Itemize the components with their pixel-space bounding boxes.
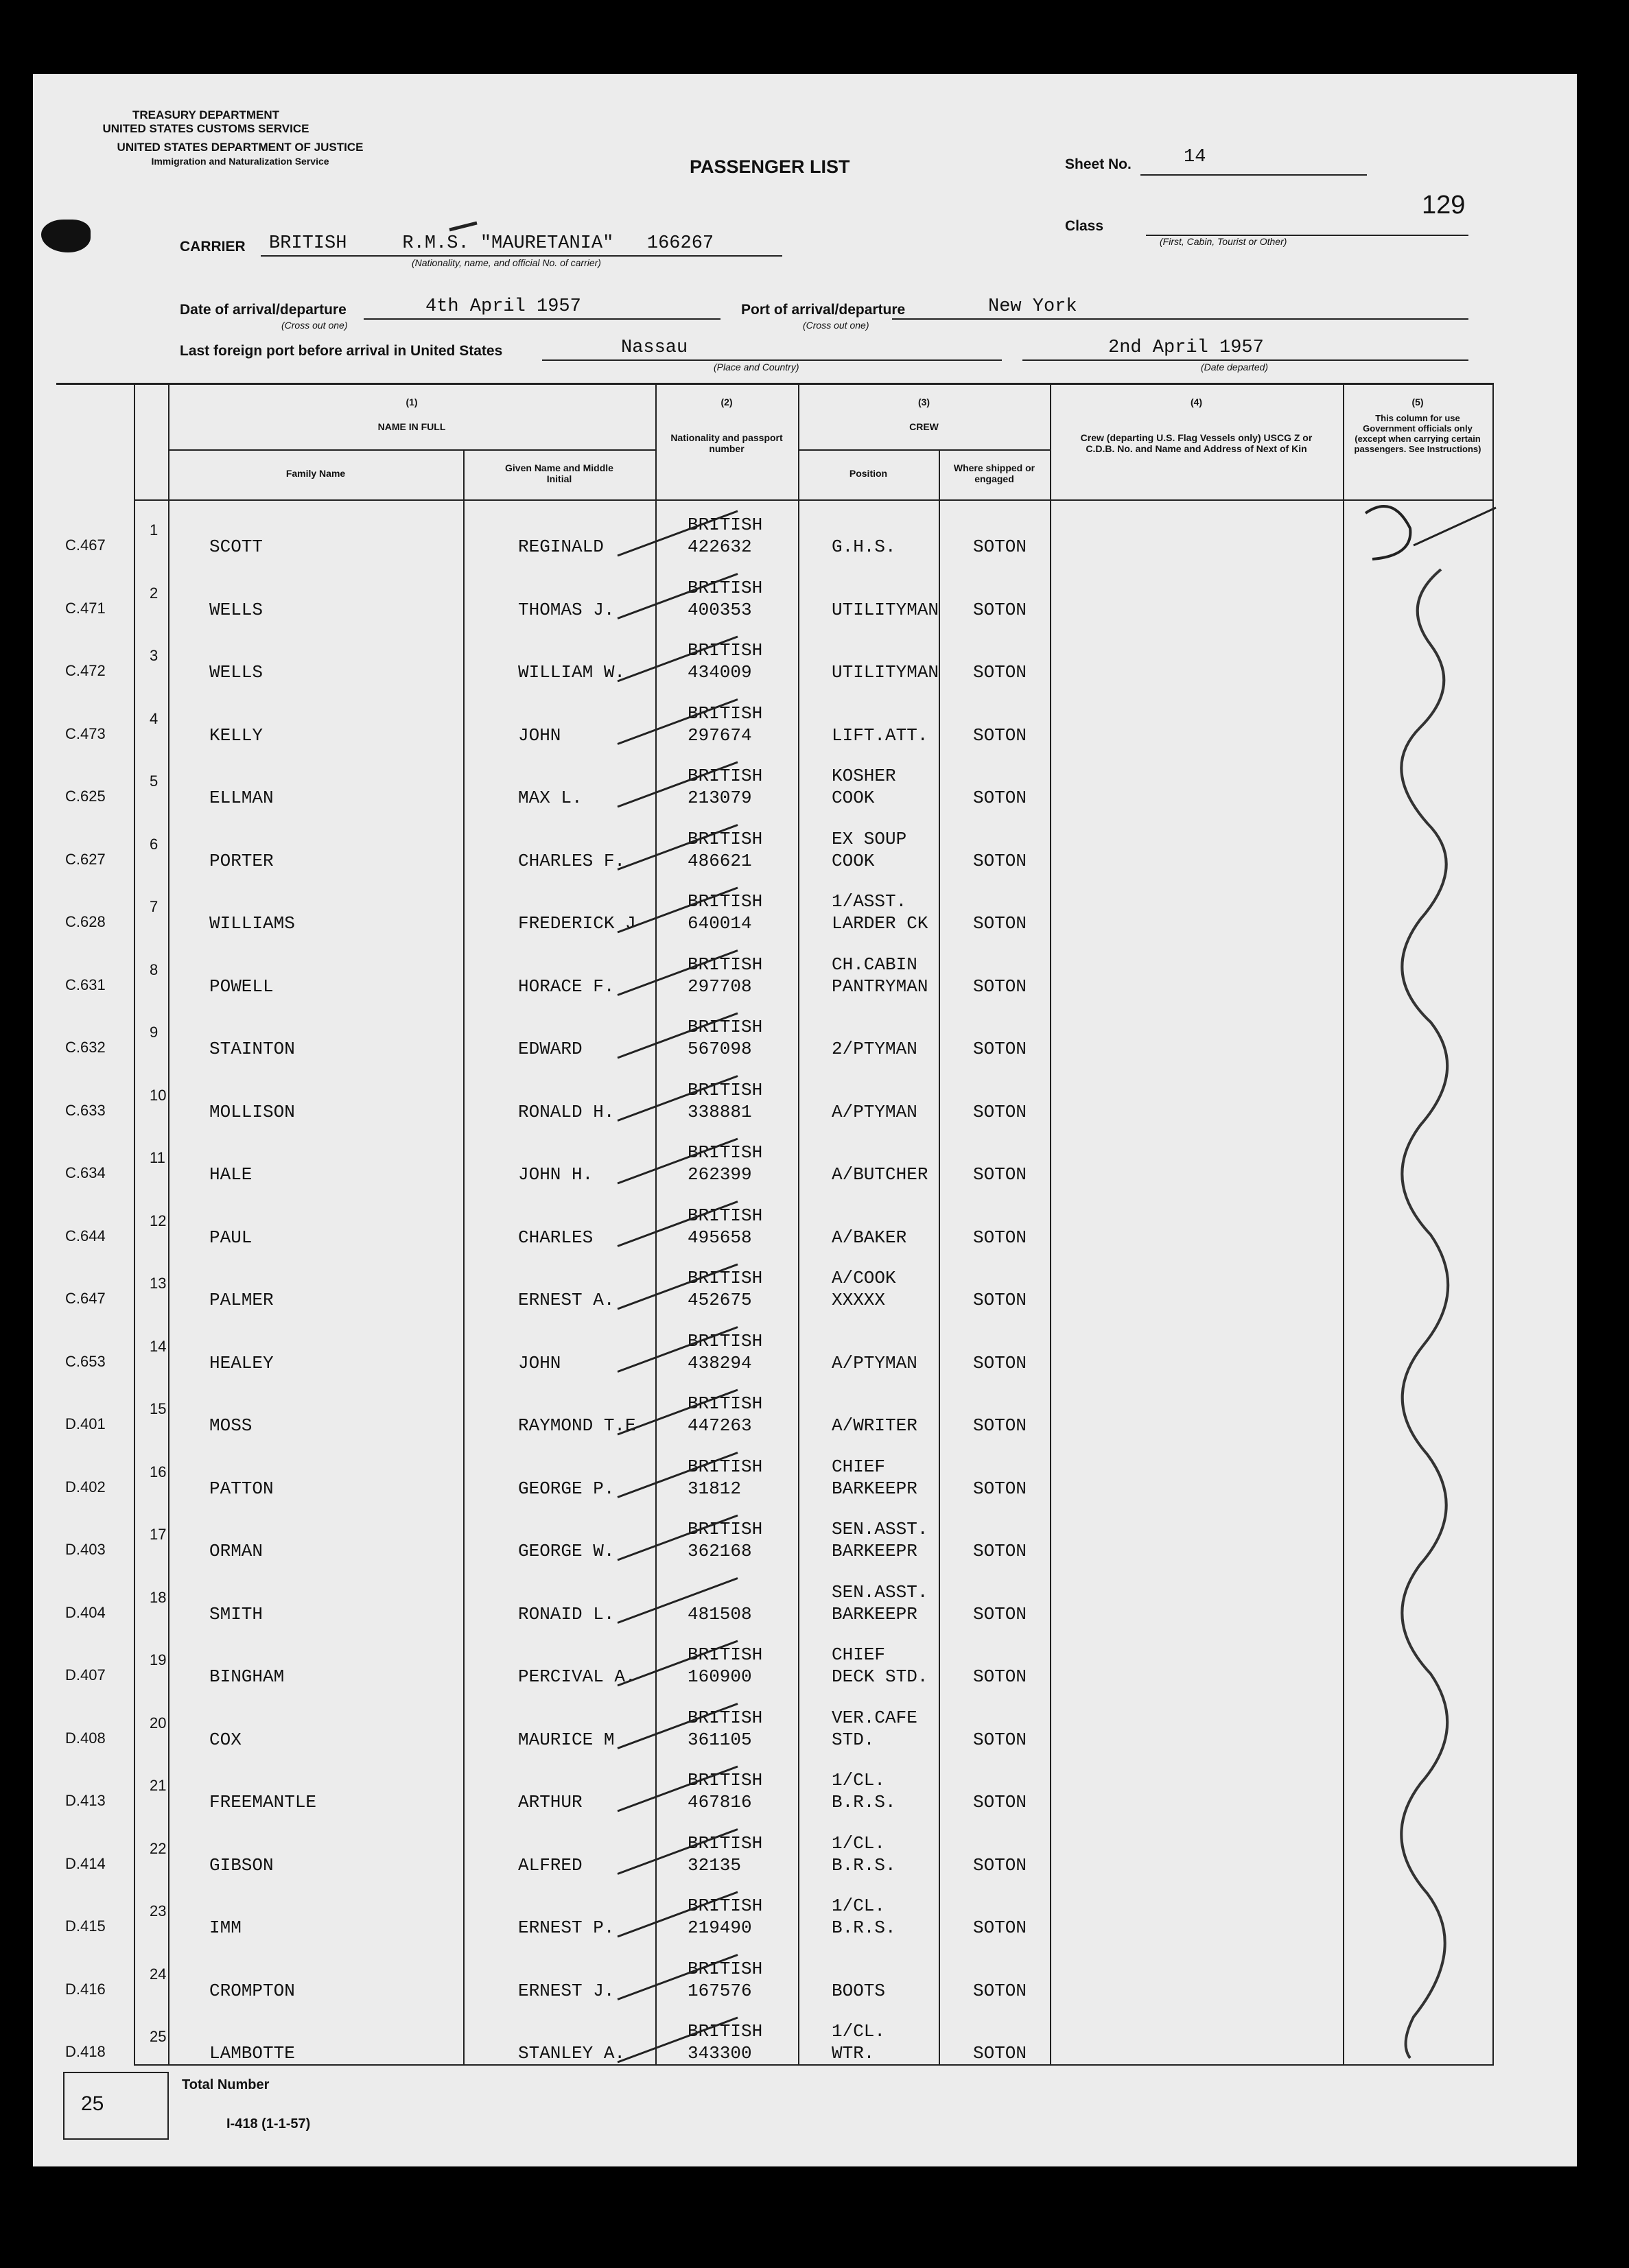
row-index: 11 [150, 1149, 165, 1166]
passport-number: 338881 [688, 1101, 752, 1122]
agency-line-1: TREASURY DEPARTMENT [132, 108, 280, 121]
tick-stroke [618, 1767, 738, 1811]
crew-number: D.402 [65, 1478, 106, 1496]
tick-stroke [618, 1579, 738, 1623]
passport-number: 452675 [688, 1290, 752, 1310]
class-hint: (First, Cabin, Tourist or Other) [1160, 236, 1287, 247]
position: EX SOUP [832, 828, 907, 849]
col-name-in-full: NAME IN FULL [377, 421, 446, 432]
row-index: 10 [150, 1086, 167, 1104]
crew-number: C.625 [65, 788, 106, 805]
col-family-name: Family Name [285, 468, 346, 479]
agency-line-2: UNITED STATES CUSTOMS SERVICE [102, 122, 309, 135]
tick-stroke [618, 511, 738, 556]
position: CHIEF [832, 1456, 886, 1477]
position-line-2: WTR. [832, 2043, 875, 2064]
family-name: STAINTON [209, 1039, 295, 1059]
arrival-date-value: 4th April 1957 [425, 296, 581, 317]
row-index: 18 [150, 1588, 167, 1606]
position: KOSHER [832, 766, 896, 786]
tick-stroke [618, 1013, 738, 1058]
passport-number: 219490 [688, 1917, 752, 1938]
given-name: ERNEST A. [518, 1290, 615, 1310]
crew-number: C.632 [65, 1039, 106, 1056]
family-name: PALMER [209, 1290, 274, 1310]
col-given-name: Given Name and Middle Initial [505, 462, 613, 484]
given-name: GEORGE P. [518, 1478, 615, 1499]
passport-number: 160900 [688, 1666, 752, 1687]
where-shipped: SOTON [973, 599, 1027, 620]
row-index: 19 [150, 1651, 167, 1668]
where-shipped: SOTON [973, 536, 1027, 557]
row-index: 22 [150, 1839, 167, 1857]
row-index: 12 [150, 1212, 167, 1229]
given-name: RAYMOND T.E [518, 1415, 636, 1436]
crew-number: D.414 [65, 1854, 106, 1872]
passport-number: 343300 [688, 2043, 752, 2064]
row-index: 20 [150, 1714, 167, 1732]
row-index: 17 [150, 1526, 167, 1543]
position: CH.CABIN [832, 954, 917, 975]
col1-number: (1) [406, 397, 418, 407]
tick-stroke [618, 2018, 738, 2062]
tick-stroke [618, 888, 738, 932]
given-name: RONAID L. [518, 1603, 615, 1625]
nationality: BRITISH [688, 1519, 763, 1539]
passport-number: 434009 [688, 662, 752, 683]
crew-number: D.404 [65, 1603, 106, 1621]
crew-number: C.472 [65, 662, 106, 679]
passport-number: 213079 [688, 788, 752, 808]
row-index: 1 [150, 521, 159, 539]
nationality: BRITISH [688, 2021, 763, 2042]
given-name: RONALD H. [518, 1101, 615, 1122]
nationality: BRITISH [688, 1770, 763, 1791]
family-name: PAUL [209, 1227, 253, 1248]
tick-stroke [618, 1327, 738, 1372]
position: A/BAKER [832, 1227, 907, 1248]
position: CHIEF [832, 1644, 886, 1665]
family-name: SCOTT [209, 536, 263, 557]
family-name: ORMAN [209, 1541, 263, 1561]
where-shipped: SOTON [973, 913, 1027, 934]
port-label: Port of arrival/departure [741, 302, 906, 318]
position-line-2: PANTRYMAN [832, 976, 928, 997]
nationality: BRITISH [688, 1205, 763, 1226]
position: 1/ASST. [832, 891, 907, 912]
passport-number: 467816 [688, 1792, 752, 1812]
crew-number: D.418 [65, 2043, 106, 2060]
family-name: MOSS [209, 1415, 253, 1436]
crew-number: D.416 [65, 1980, 106, 1998]
given-name: ALFRED [518, 1854, 583, 1876]
row-index: 21 [150, 1777, 167, 1794]
position: A/BUTCHER [832, 1164, 928, 1185]
position: SEN.ASST. [832, 1581, 928, 1603]
sheet-label: Sheet No. [1065, 156, 1132, 172]
position-line-2: BARKEEPR [832, 1541, 917, 1561]
position: UTILITYMAN [832, 599, 939, 620]
given-name: MAURICE M [518, 1729, 615, 1750]
passport-number: 362168 [688, 1541, 752, 1561]
form-title: PASSENGER LIST [690, 156, 850, 177]
tick-stroke [618, 1139, 738, 1183]
where-shipped: SOTON [973, 976, 1027, 997]
nationality: BRITISH [688, 1707, 763, 1728]
where-shipped: SOTON [973, 1792, 1027, 1812]
family-name: LAMBOTTE [209, 2043, 295, 2064]
carrier-label: CARRIER [180, 239, 246, 255]
given-name: FREDERICK J [518, 913, 636, 934]
port-value: New York [988, 296, 1077, 317]
place-hint: (Place and Country) [714, 362, 799, 373]
position: VER.CAFE [832, 1707, 917, 1728]
given-name: ERNEST J. [518, 1980, 615, 2001]
row-index: 5 [150, 772, 159, 790]
passport-number: 297674 [688, 724, 752, 746]
where-shipped: SOTON [973, 1352, 1027, 1373]
tick-stroke [618, 1955, 738, 2000]
position-line-2: COOK [832, 788, 875, 808]
family-name: BINGHAM [209, 1666, 285, 1687]
given-name: JOHN [518, 1352, 561, 1373]
col-position: Position [849, 468, 888, 479]
nationality: BRITISH [688, 515, 763, 535]
row-index: 16 [150, 1463, 167, 1480]
tick-stroke [618, 1453, 738, 1498]
nationality: BRITISH [688, 640, 763, 661]
agency-line-3: UNITED STATES DEPARTMENT OF JUSTICE [117, 141, 364, 154]
family-name: PORTER [209, 850, 274, 871]
tick-stroke [618, 1641, 738, 1686]
passport-number: 297708 [688, 976, 752, 997]
family-name: MOLLISON [209, 1101, 295, 1122]
where-shipped: SOTON [973, 724, 1027, 746]
row-index: 7 [150, 898, 159, 915]
nationality: BRITISH [688, 1644, 763, 1665]
position-line-2: XXXXX [832, 1290, 886, 1310]
family-name: ELLMAN [209, 788, 274, 808]
position: 1/CL. [832, 1832, 886, 1854]
tick-stroke [618, 1892, 738, 1937]
position-line-2: BARKEEPR [832, 1603, 917, 1625]
position: 1/CL. [832, 1895, 886, 1916]
given-name: JOHN [518, 724, 561, 746]
position: G.H.S. [832, 536, 896, 557]
tick-stroke [618, 825, 738, 870]
row-index: 6 [150, 835, 159, 853]
where-shipped: SOTON [973, 1854, 1027, 1876]
family-name: HALE [209, 1164, 253, 1185]
row-index: 3 [150, 647, 159, 664]
where-shipped: SOTON [973, 1415, 1027, 1436]
row-index: 25 [150, 2028, 167, 2045]
passport-number: 438294 [688, 1352, 752, 1373]
position: UTILITYMAN [832, 662, 939, 683]
where-shipped: SOTON [973, 2043, 1027, 2064]
position-line-2: B.R.S. [832, 1917, 896, 1938]
crew-number: C.631 [65, 976, 106, 993]
given-name: HORACE F. [518, 976, 615, 997]
passport-number: 495658 [688, 1227, 752, 1248]
family-name: SMITH [209, 1603, 263, 1625]
position-line-2: BARKEEPR [832, 1478, 917, 1499]
position: 1/CL. [832, 2021, 886, 2042]
given-name: JOHN H. [518, 1164, 594, 1185]
crew-number: D.403 [65, 1541, 106, 1558]
col-where-shipped: Where shipped or engaged [953, 462, 1035, 484]
family-name: HEALEY [209, 1352, 274, 1373]
col-crew-departing: Crew (departing U.S. Flag Vessels only) USCG Z or C.D.B. No. and Name and Address of Next of Kin [1080, 432, 1313, 454]
crew-number: D.401 [65, 1415, 106, 1432]
nationality: BRITISH [688, 828, 763, 849]
given-name: REGINALD [518, 536, 604, 557]
where-shipped: SOTON [973, 1729, 1027, 1750]
nationality: BRITISH [688, 1832, 763, 1854]
row-index: 23 [150, 1902, 167, 1919]
crew-number: D.408 [65, 1729, 106, 1747]
page-number: 129 [1422, 191, 1466, 220]
position: 1/CL. [832, 1770, 886, 1791]
where-shipped: SOTON [973, 1980, 1027, 2001]
crew-number: D.415 [65, 1917, 106, 1935]
where-shipped: SOTON [973, 1101, 1027, 1122]
col-crew: CREW [909, 421, 939, 432]
given-name: PERCIVAL A. [518, 1666, 636, 1687]
last-port-label: Last foreign port before arrival in United States [180, 343, 503, 359]
position: SEN.ASST. [832, 1519, 928, 1539]
crew-number: D.413 [65, 1792, 106, 1809]
nationality: BRITISH [688, 766, 763, 786]
crew-number: C.644 [65, 1227, 106, 1244]
date-departed-hint: (Date departed) [1201, 362, 1269, 373]
given-name: ARTHUR [518, 1792, 583, 1812]
crew-number: C.653 [65, 1352, 106, 1370]
crew-number: C.634 [65, 1164, 106, 1181]
given-name: CHARLES [518, 1227, 594, 1248]
crew-number: C.473 [65, 724, 106, 742]
given-name: EDWARD [518, 1039, 583, 1059]
position: BOOTS [832, 1980, 886, 2001]
tick-stroke [618, 1830, 738, 1874]
crew-number: D.407 [65, 1666, 106, 1684]
carrier-hint: (Nationality, name, and official No. of carrier) [412, 257, 601, 268]
col-gov-use: This column for use Government officials only (except when carrying certain passengers. See Instructions) [1354, 413, 1481, 454]
total-label: Total Number [182, 2077, 270, 2092]
agency-line-4: Immigration and Naturalization Service [151, 156, 329, 167]
passport-number: 167576 [688, 1980, 752, 2001]
position-line-2: B.R.S. [832, 1792, 896, 1812]
row-index: 9 [150, 1024, 159, 1041]
passport-number: 32135 [688, 1854, 742, 1876]
passport-number: 361105 [688, 1729, 752, 1750]
tick-stroke [618, 700, 738, 744]
row-index: 2 [150, 584, 159, 602]
where-shipped: SOTON [973, 1666, 1027, 1687]
nationality: BRITISH [688, 577, 763, 598]
family-name: FREEMANTLE [209, 1792, 317, 1812]
family-name: GIBSON [209, 1854, 274, 1876]
nationality: BRITISH [688, 891, 763, 912]
carrier-value: BRITISH R.M.S. "MAURETANIA" 166267 [269, 233, 714, 254]
col-nationality: Nationality and passport number [670, 432, 783, 454]
row-index: 15 [150, 1400, 167, 1417]
position: A/WRITER [832, 1415, 917, 1436]
port-cross-out: (Cross out one) [803, 320, 869, 331]
where-shipped: SOTON [973, 1603, 1027, 1625]
passport-number: 422632 [688, 536, 752, 557]
given-name: WILLIAM W. [518, 662, 626, 683]
passport-number: 481508 [688, 1603, 752, 1625]
passport-number: 486621 [688, 850, 752, 871]
where-shipped: SOTON [973, 662, 1027, 683]
position: LIFT.ATT. [832, 724, 928, 746]
family-name: WILLIAMS [209, 913, 295, 934]
given-name: THOMAS J. [518, 599, 615, 620]
crew-number: C.633 [65, 1101, 106, 1119]
where-shipped: SOTON [973, 1039, 1027, 1059]
total-value: 25 [81, 2092, 104, 2115]
position-line-2: B.R.S. [832, 1854, 896, 1876]
col3-number: (3) [917, 397, 930, 407]
nationality: BRITISH [688, 1017, 763, 1037]
nationality: BRITISH [688, 1268, 763, 1288]
crew-number: C.647 [65, 1290, 106, 1307]
position-line-2: COOK [832, 850, 875, 871]
position-line-2: LARDER CK [832, 913, 928, 934]
where-shipped: SOTON [973, 1227, 1027, 1248]
arrival-date-label: Date of arrival/departure [180, 302, 347, 318]
date-departed-value: 2nd April 1957 [1108, 338, 1264, 358]
nationality: BRITISH [688, 1393, 763, 1414]
last-port-value: Nassau [621, 338, 688, 358]
col5-number: (5) [1411, 397, 1424, 407]
position: 2/PTYMAN [832, 1039, 917, 1059]
row-index: 24 [150, 1965, 167, 1983]
tick-stroke [618, 762, 738, 807]
where-shipped: SOTON [973, 1290, 1027, 1310]
family-name: COX [209, 1729, 242, 1750]
nationality: BRITISH [688, 1142, 763, 1163]
sheet-number: 14 [1184, 147, 1206, 167]
given-name: CHARLES F. [518, 850, 626, 871]
given-name: MAX L. [518, 788, 583, 808]
tick-stroke [618, 1515, 738, 1560]
position: A/COOK [832, 1268, 896, 1288]
tick-stroke [618, 1264, 738, 1309]
family-name: KELLY [209, 724, 263, 746]
row-index: 4 [150, 709, 159, 727]
where-shipped: SOTON [973, 1164, 1027, 1185]
family-name: PATTON [209, 1478, 274, 1499]
given-name: STANLEY A. [518, 2043, 626, 2064]
nationality: BRITISH [688, 1895, 763, 1916]
nationality: BRITISH [688, 1079, 763, 1100]
form-code: I-418 (1-1-57) [226, 2116, 311, 2131]
given-name: ERNEST P. [518, 1917, 615, 1938]
position-line-2: STD. [832, 1729, 875, 1750]
where-shipped: SOTON [973, 788, 1027, 808]
position: A/PTYMAN [832, 1101, 917, 1122]
nationality: BRITISH [688, 1456, 763, 1477]
tick-stroke [618, 1390, 738, 1434]
given-name: GEORGE W. [518, 1541, 615, 1561]
passport-number: 640014 [688, 913, 752, 934]
row-index: 13 [150, 1275, 167, 1292]
family-name: CROMPTON [209, 1980, 295, 2001]
tick-stroke [618, 1076, 738, 1121]
passport-number: 400353 [688, 599, 752, 620]
crew-number: C.467 [65, 536, 106, 554]
family-name: IMM [209, 1917, 242, 1938]
where-shipped: SOTON [973, 1917, 1027, 1938]
where-shipped: SOTON [973, 1478, 1027, 1499]
row-index: 8 [150, 960, 159, 978]
tick-stroke [618, 637, 738, 681]
arrival-cross-out: (Cross out one) [281, 320, 348, 331]
position-line-2: DECK STD. [832, 1666, 928, 1687]
nationality: BRITISH [688, 954, 763, 975]
nationality: BRITISH [688, 1958, 763, 1979]
col4-number: (4) [1190, 397, 1203, 407]
tick-stroke [618, 574, 738, 619]
where-shipped: SOTON [973, 850, 1027, 871]
crew-number: C.627 [65, 850, 106, 868]
family-name: WELLS [209, 662, 263, 683]
class-label: Class [1065, 218, 1104, 234]
tick-stroke [618, 951, 738, 995]
row-index: 14 [150, 1337, 167, 1355]
nationality: BRITISH [688, 702, 763, 724]
family-name: POWELL [209, 976, 274, 997]
position: A/PTYMAN [832, 1352, 917, 1373]
passport-number: 262399 [688, 1164, 752, 1185]
crew-number: C.471 [65, 599, 106, 617]
passport-number: 31812 [688, 1478, 742, 1499]
col2-number: (2) [720, 397, 733, 407]
crew-number: C.628 [65, 913, 106, 930]
passport-number: 567098 [688, 1039, 752, 1059]
tick-stroke [618, 1704, 738, 1749]
where-shipped: SOTON [973, 1541, 1027, 1561]
tick-stroke [618, 1202, 738, 1247]
family-name: WELLS [209, 599, 263, 620]
passport-number: 447263 [688, 1415, 752, 1436]
nationality: BRITISH [688, 1330, 763, 1351]
